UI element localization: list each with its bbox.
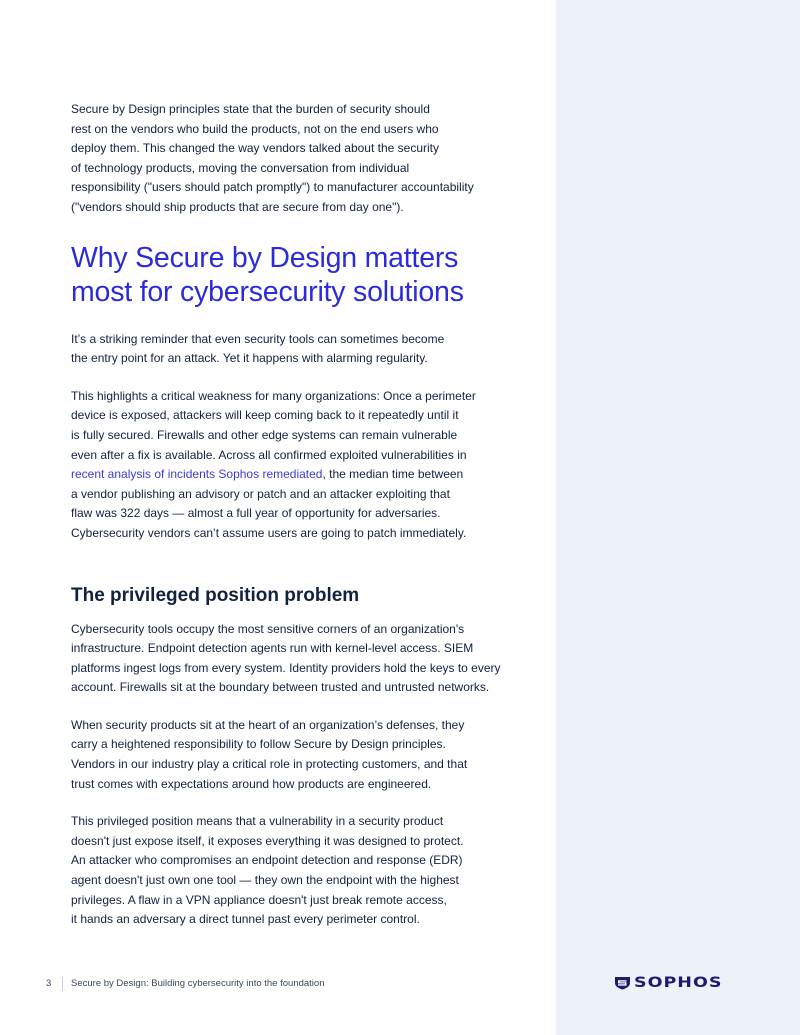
text-line: is fully secured. Firewalls and other edge systems can remain vulnerable <box>71 427 458 442</box>
text-line: account. Firewalls sit at the boundary between trusted and untrusted networks. <box>71 680 490 695</box>
privileged-position-heading: The privileged position problem <box>71 584 360 606</box>
link-line-rest: , the median time between <box>322 467 464 482</box>
text-line: infrastructure. Endpoint detection agents run with kernel-level access. SIEM <box>71 641 474 656</box>
sophos-logo <box>614 974 723 992</box>
text-line: It’s a striking reminder that even security tools can sometimes become <box>71 331 445 346</box>
text-line: Secure by Design principles state that the burden of security should <box>71 102 430 116</box>
page-footer <box>0 976 556 994</box>
vulnerability-paragraph <box>71 812 541 930</box>
text-line: device is exposed, attackers will keep coming back to it repeatedly until it <box>71 408 459 423</box>
intro-paragraph <box>71 100 541 218</box>
footer-document-title: Secure by Design: Building cybersecurity into the foundation <box>71 978 325 989</box>
heart-paragraph <box>71 716 541 794</box>
text-line: the entry point for an attack. Yet it happens with alarming regularity. <box>71 351 428 366</box>
text-line: deploy them. This changed the way vendors talked about the security <box>71 141 439 156</box>
text-line: This privileged position means that a vulnerability in a security product <box>71 814 444 829</box>
heading-line: most for cybersecurity solutions <box>71 275 464 308</box>
footer-divider <box>62 977 63 991</box>
text-line: it hands an adversary a direct tunnel past every perimeter control. <box>71 912 420 927</box>
text-line-with-link <box>71 465 541 485</box>
tools-paragraph <box>71 620 541 698</box>
text-line: Vendors in our industry play a critical role in protecting customers, and that <box>71 757 468 772</box>
reminder-paragraph <box>71 330 541 369</box>
sophos-shield-icon <box>614 976 631 990</box>
text-line: agent doesn't just own one tool — they own the endpoint with the highest <box>71 873 459 888</box>
text-line: rest on the vendors who build the products, not on the end users who <box>71 121 439 136</box>
sophos-wordmark: SOPHOS <box>634 975 723 991</box>
text-line: doesn't just expose itself, it exposes everything it was designed to protect. <box>71 833 464 848</box>
text-line: privileges. A flaw in a VPN appliance doesn't just break remote access, <box>71 892 447 907</box>
why-secure-by-design-heading <box>71 241 541 309</box>
heading-line: Why Secure by Design matters <box>71 241 459 274</box>
text-line: platforms ingest logs from every system. Identity providers hold the keys to every <box>71 660 501 675</box>
sophos-incident-analysis-link[interactable]: recent analysis of incidents Sophos remediated <box>71 467 323 482</box>
text-line: a vendor publishing an advisory or patch and an attacker exploiting that <box>71 486 450 501</box>
text-line: of technology products, moving the conversation from individual <box>71 160 410 175</box>
text-line: An attacker who compromises an endpoint detection and response (EDR) <box>71 853 463 868</box>
text-line: When security products sit at the heart of an organization’s defenses, they <box>71 717 465 732</box>
text-line: Cybersecurity tools occupy the most sensitive corners of an organization's <box>71 621 465 636</box>
text-line: This highlights a critical weakness for many organizations: Once a perimeter <box>71 388 476 403</box>
text-line: even after a fix is available. Across all confirmed exploited vulnerabilities in <box>71 447 467 462</box>
weakness-paragraph <box>71 387 541 544</box>
text-line: Cybersecurity vendors can’t assume users are going to patch immediately. <box>71 525 467 540</box>
text-line: responsibility ("users should patch promptly") to manufacturer accountability <box>71 180 474 195</box>
text-line: trust comes with expectations around how products are engineered. <box>71 776 432 791</box>
page-number: 3 <box>46 978 52 989</box>
text-line: ("vendors should ship products that are secure from day one"). <box>71 199 404 214</box>
text-line: flaw was 322 days — almost a full year of opportunity for adversaries. <box>71 506 441 521</box>
side-panel-background <box>556 0 800 1035</box>
text-line: carry a heightened responsibility to follow Secure by Design principles. <box>71 737 446 752</box>
main-content <box>71 100 541 930</box>
